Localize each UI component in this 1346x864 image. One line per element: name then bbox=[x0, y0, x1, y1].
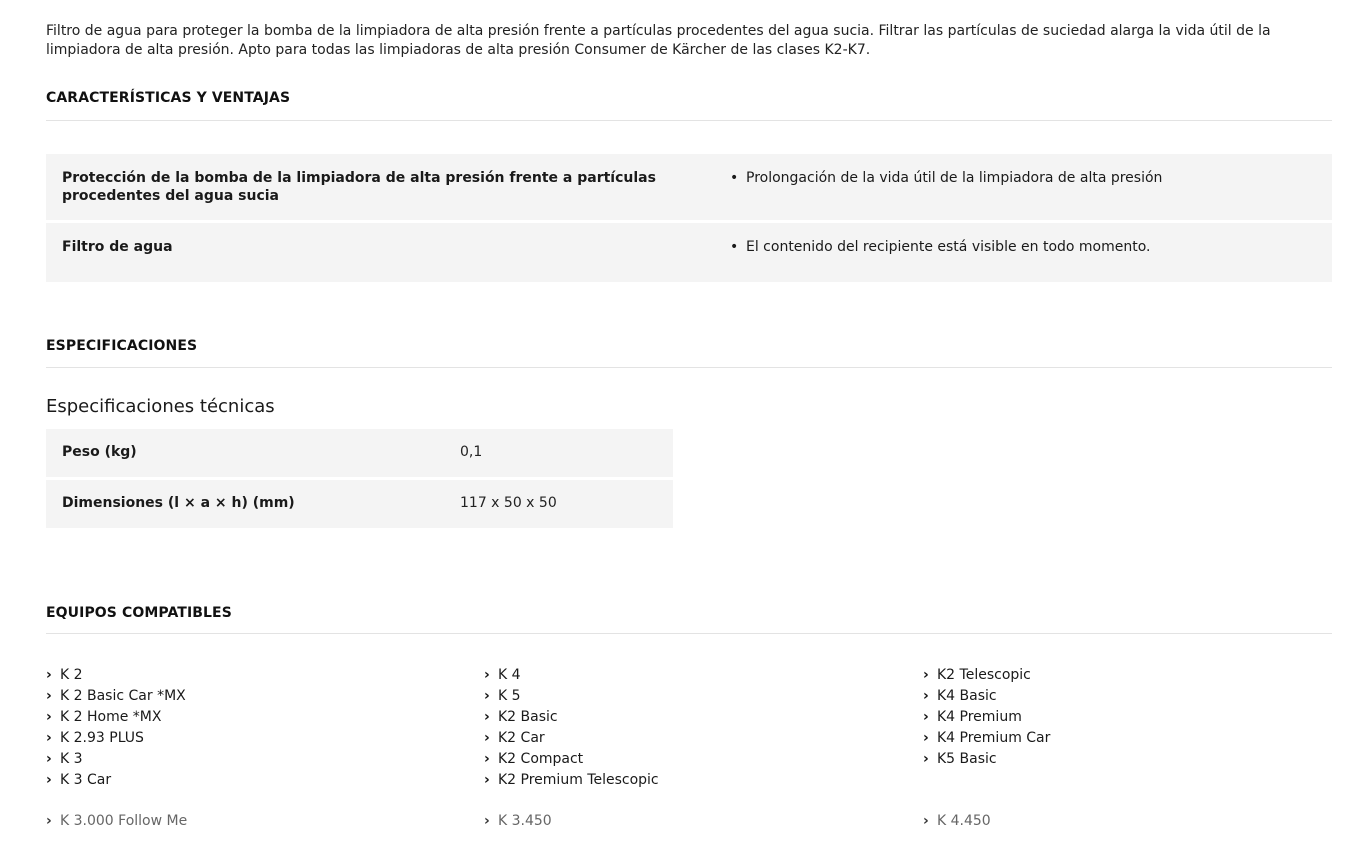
chevron-right-icon: › bbox=[46, 772, 52, 788]
compatible-link[interactable]: › K2 Premium Telescopic bbox=[484, 770, 659, 791]
compatible-link[interactable]: › K 3 bbox=[46, 749, 186, 770]
compatible-link[interactable]: › K 3 Car bbox=[46, 770, 186, 791]
spec-label: Dimensiones (l × a × h) (mm) bbox=[62, 495, 295, 511]
chevron-right-icon: › bbox=[484, 772, 490, 788]
chevron-right-icon: › bbox=[46, 730, 52, 746]
spec-row-dimensions bbox=[46, 480, 673, 528]
product-description: Filtro de agua para proteger la bomba de la limpiadora de alta presión frente a partículas procedentes del agua sucia. Filtrar las partículas de suciedad alarga la vida útil de la limpiadora de alta presión. Apto para todas las limpiadoras de alta presión Consumer de Kärcher de las clases K2-K7. bbox=[46, 23, 1271, 58]
bullet-icon: • bbox=[730, 239, 739, 255]
compatible-link[interactable]: › K 2 bbox=[46, 665, 186, 686]
compatible-column-2 bbox=[484, 665, 659, 791]
features-section-title: CARACTERÍSTICAS Y VENTAJAS bbox=[46, 90, 291, 106]
compatible-link[interactable]: › K4 Premium bbox=[923, 707, 1050, 728]
compatible-link[interactable]: › K 2 Home *MX bbox=[46, 707, 186, 728]
chevron-right-icon: › bbox=[923, 751, 929, 767]
spec-row-weight bbox=[46, 429, 673, 477]
chevron-right-icon: › bbox=[923, 667, 929, 683]
compatible-link-more[interactable]: › K 3.450 bbox=[484, 811, 552, 832]
compatible-column-1 bbox=[46, 665, 186, 791]
chevron-right-icon: › bbox=[484, 813, 490, 829]
feature-row bbox=[46, 223, 1332, 282]
feature-row bbox=[46, 154, 1332, 220]
compatible-divider bbox=[46, 633, 1332, 634]
feature-benefit bbox=[730, 169, 1162, 187]
feature-name: Filtro de agua bbox=[62, 239, 173, 255]
spec-label: Peso (kg) bbox=[62, 444, 137, 460]
chevron-right-icon: › bbox=[923, 730, 929, 746]
chevron-right-icon: › bbox=[484, 709, 490, 725]
chevron-right-icon: › bbox=[46, 813, 52, 829]
compatible-section-title: EQUIPOS COMPATIBLES bbox=[46, 605, 232, 621]
chevron-right-icon: › bbox=[46, 709, 52, 725]
compatible-link-more[interactable]: › K 3.000 Follow Me bbox=[46, 811, 187, 832]
compatible-link[interactable]: › K 2.93 PLUS bbox=[46, 728, 186, 749]
bullet-icon: • bbox=[730, 170, 739, 186]
chevron-right-icon: › bbox=[484, 667, 490, 683]
chevron-right-icon: › bbox=[923, 813, 929, 829]
chevron-right-icon: › bbox=[46, 667, 52, 683]
compatible-link[interactable]: › K 2 Basic Car *MX bbox=[46, 686, 186, 707]
features-divider bbox=[46, 120, 1332, 121]
specs-section-title: ESPECIFICACIONES bbox=[46, 338, 198, 354]
feature-name: Protección de la bomba de la limpiadora de alta presión frente a partículas procedentes del agua sucia bbox=[62, 170, 656, 204]
feature-benefit bbox=[730, 238, 1151, 256]
chevron-right-icon: › bbox=[484, 751, 490, 767]
compatible-link[interactable]: › K 4 bbox=[484, 665, 659, 686]
compatible-link[interactable]: › K 5 bbox=[484, 686, 659, 707]
specs-subtitle: Especificaciones técnicas bbox=[46, 396, 275, 417]
chevron-right-icon: › bbox=[923, 709, 929, 725]
compatible-link[interactable]: › K2 Car bbox=[484, 728, 659, 749]
compatible-link[interactable]: › K4 Basic bbox=[923, 686, 1050, 707]
compatible-link[interactable]: › K2 Telescopic bbox=[923, 665, 1050, 686]
compatible-link[interactable]: › K5 Basic bbox=[923, 749, 1050, 770]
chevron-right-icon: › bbox=[923, 688, 929, 704]
chevron-right-icon: › bbox=[484, 688, 490, 704]
compatible-link[interactable]: › K2 Compact bbox=[484, 749, 659, 770]
spec-value: 117 x 50 x 50 bbox=[460, 495, 557, 511]
compatible-link-more[interactable]: › K 4.450 bbox=[923, 811, 991, 832]
compatible-link[interactable]: › K4 Premium Car bbox=[923, 728, 1050, 749]
feature-benefit-text: Prolongación de la vida útil de la limpiadora de alta presión bbox=[746, 170, 1163, 186]
feature-benefit-text: El contenido del recipiente está visible en todo momento. bbox=[746, 239, 1151, 255]
chevron-right-icon: › bbox=[484, 730, 490, 746]
spec-value: 0,1 bbox=[460, 444, 483, 460]
compatible-link[interactable]: › K2 Basic bbox=[484, 707, 659, 728]
chevron-right-icon: › bbox=[46, 751, 52, 767]
compatible-column-3 bbox=[923, 665, 1050, 770]
chevron-right-icon: › bbox=[46, 688, 52, 704]
specs-divider bbox=[46, 367, 1332, 368]
